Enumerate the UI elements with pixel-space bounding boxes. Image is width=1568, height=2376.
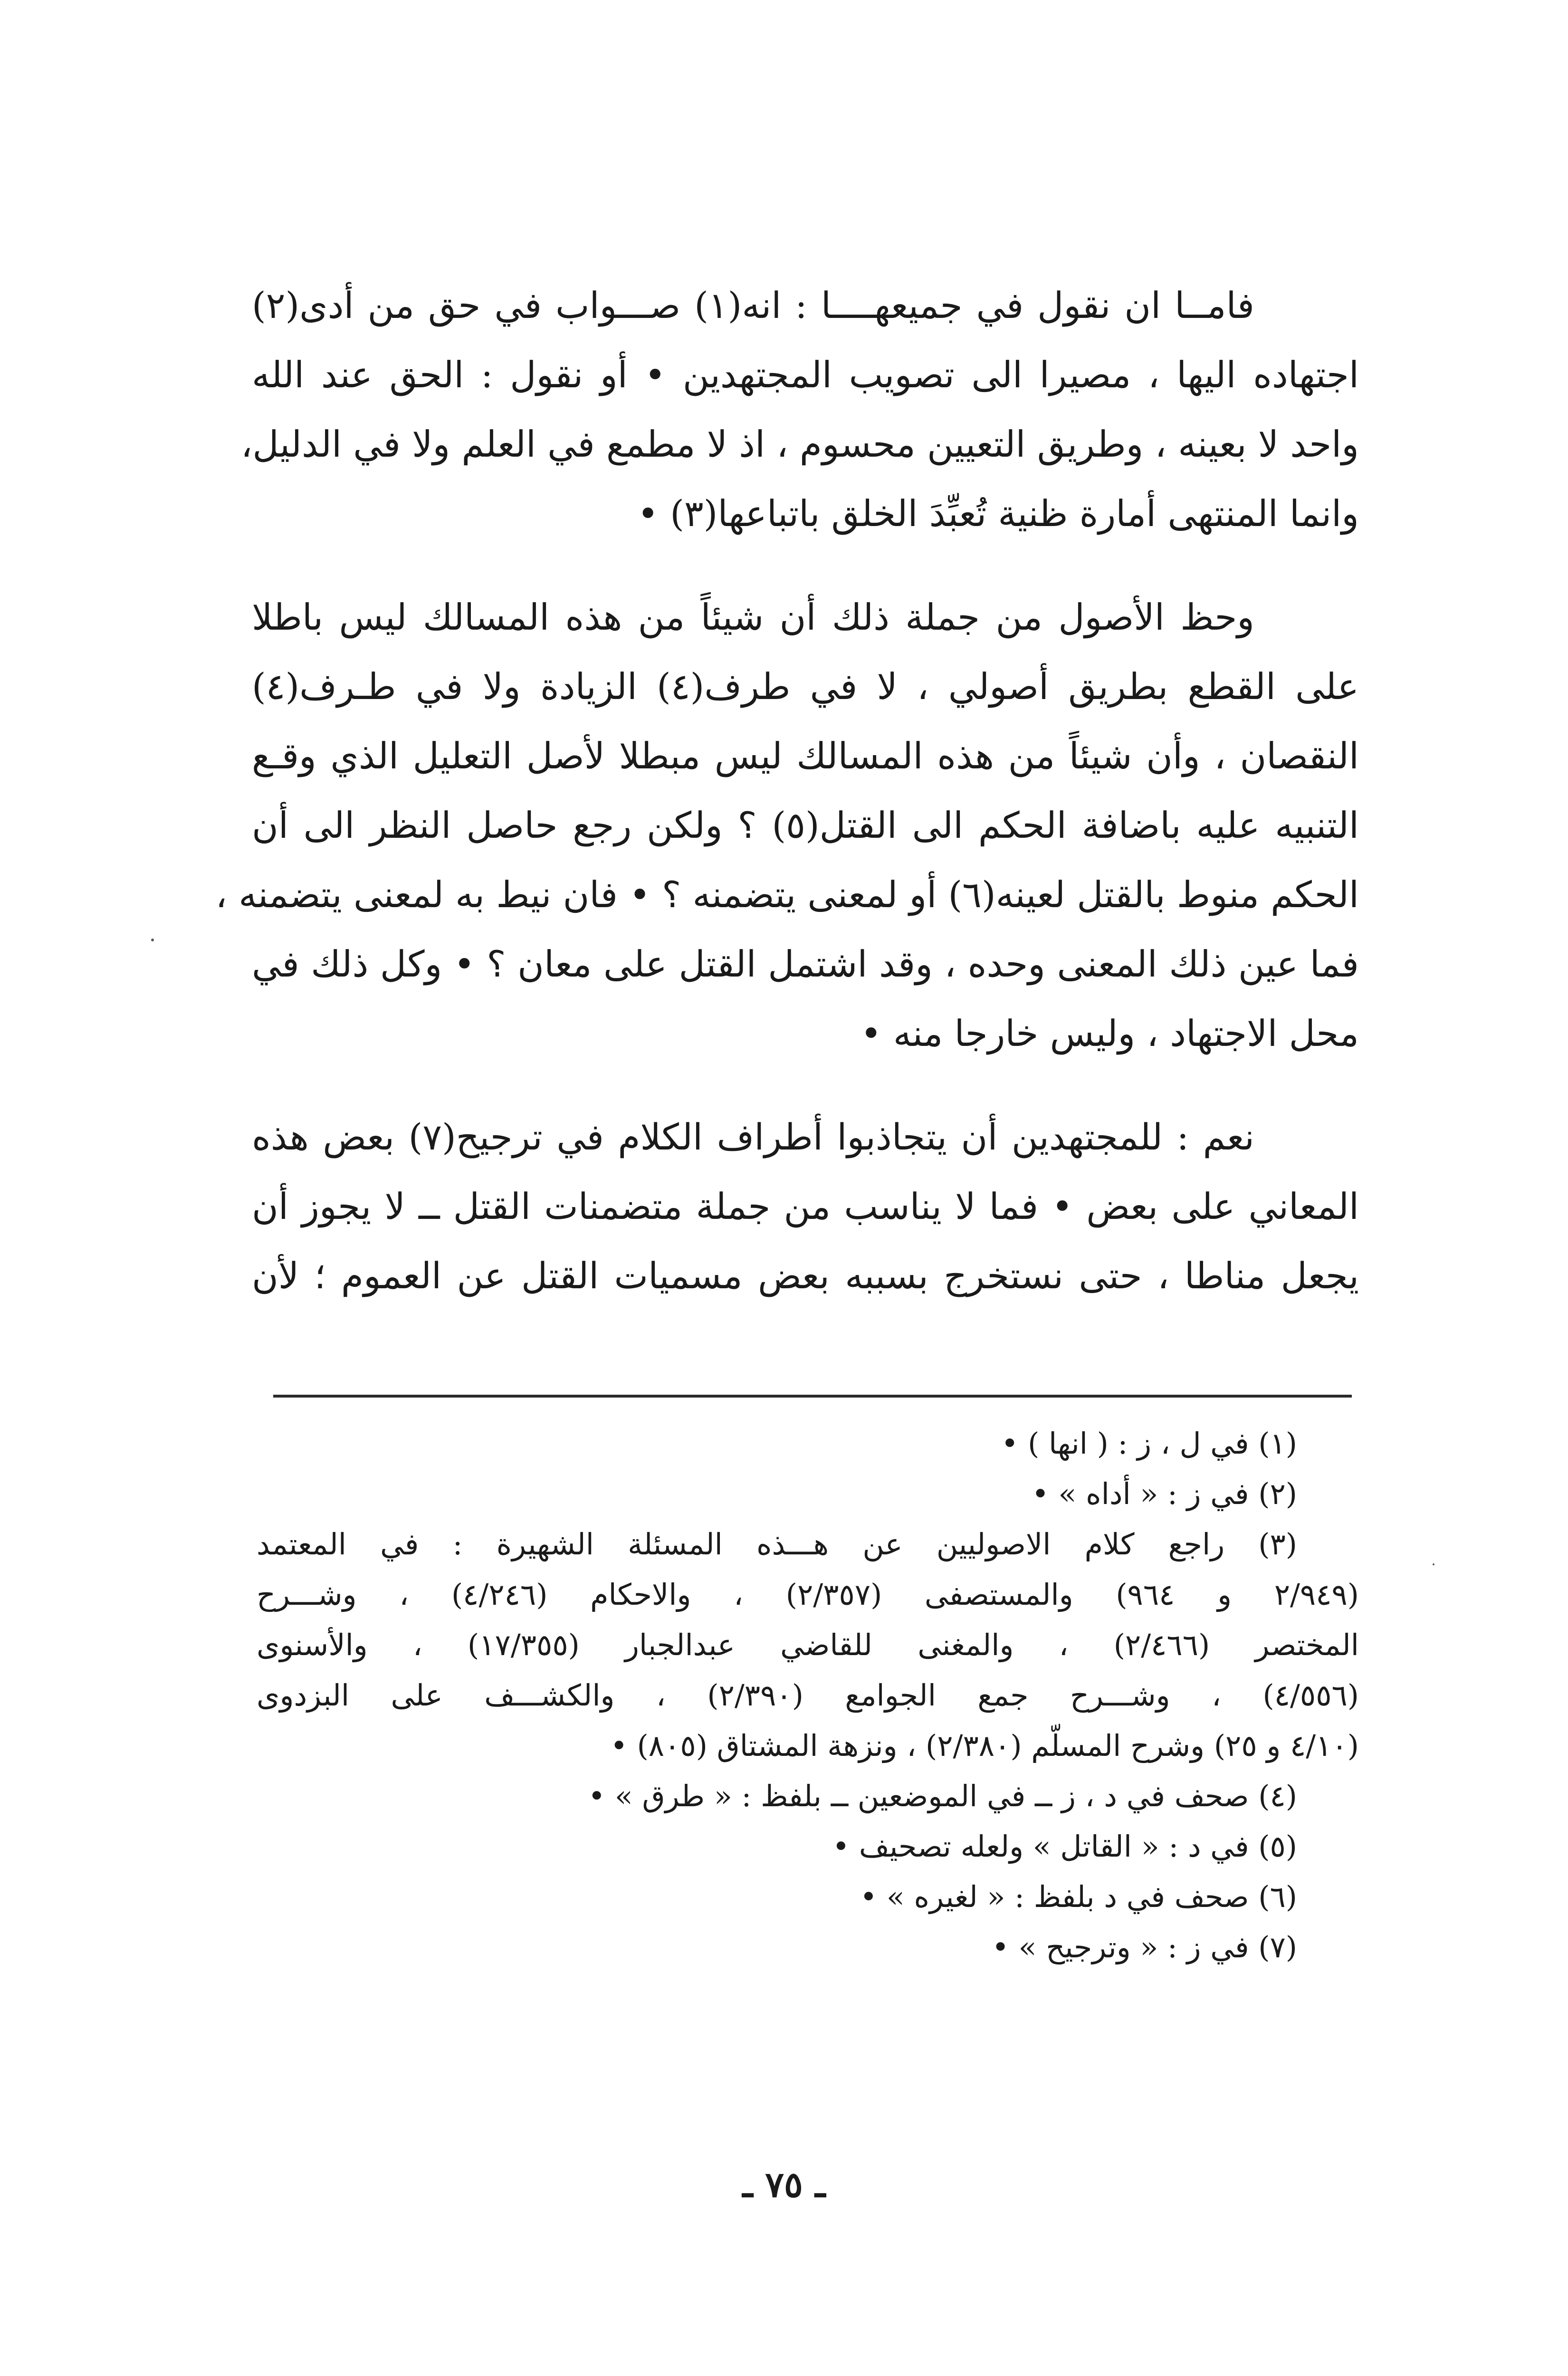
paragraph-2: [215, 583, 1359, 1068]
text-line: فامــا ان نقول في جميعهــــا : انه(١) صـــواب في حق من أدى(٢): [252, 284, 1254, 326]
footnote-6: (٦) صحف في د بلفظ : « لغيره » •: [860, 1879, 1297, 1914]
footnote-7: (٧) في ز : « وترجيح » •: [992, 1930, 1297, 1964]
footnote-5: (٥) في د : « القاتل » ولعله تصحيف •: [832, 1829, 1297, 1864]
text-line: اجتهاده اليها ، مصيرا الى تصويب المجتهدين • أو نقول : الحق عند الله: [252, 354, 1359, 396]
text-line: وانما المنتهى أمارة ظنية تُعبِّدَ الخلق باتباعها(٣) •: [637, 492, 1359, 535]
text-line: المعاني على بعض • فما لا يناسب من جملة متضمنات القتل ــ لا يجوز أن: [252, 1185, 1359, 1227]
footnote-line: (٢/٩٤٩ و ٩٦٤) والمستصفى (٢/٣٥٧) ، والاحكام (٤/٢٤٦) ، وشـــرح: [257, 1577, 1359, 1612]
footnote-1: (١) في ل ، ز : ( انها ) •: [1001, 1426, 1297, 1461]
footnote-divider: [273, 1395, 1352, 1398]
footnote-line: (٤/١٠ و ٢٥) وشرح المسلّم (٢/٣٨٠) ، ونزهة المشتاق (٨٠٥) •: [610, 1728, 1359, 1763]
text-line: واحد لا بعينه ، وطريق التعيين محسوم ، اذ لا مطمع في العلم ولا في الدليل،: [240, 423, 1359, 465]
text-line: نعم : للمجتهدين أن يتجاذبوا أطراف الكلام في ترجيح(٧) بعض هذه: [252, 1116, 1254, 1158]
main-text: [215, 271, 1359, 1345]
page-number: ـ ٧٥ ـ: [742, 2165, 826, 2205]
footnotes: [257, 1418, 1359, 1973]
footnote-line: (٣) راجع كلام الاصوليين عن هـــذه المسئلة الشهيرة : في المعتمد: [257, 1527, 1297, 1562]
footnote-2: (٢) في ز : « أداه » •: [1032, 1476, 1297, 1511]
text-line: وحظ الأصول من جملة ذلك أن شيئاً من هذه المسالك ليس باطلا: [252, 596, 1254, 638]
footnote-4: (٤) صحف في د ، ز ــ في الموضعين ــ بلفظ : « طرق » •: [588, 1779, 1297, 1813]
text-line: الحكم منوط بالقتل لعينه(٦) أو لمعنى يتضمنه ؟ • فان نيط به لمعنى يتضمنه ،: [215, 873, 1359, 916]
text-line: يجعل مناطا ، حتى نستخرج بسببه بعض مسميات القتل عن العموم ؛ لأن: [252, 1255, 1359, 1297]
footnote-3: [257, 1519, 1359, 1771]
footnote-line: المختصر (٢/٤٦٦) ، والمغنى للقاضي عبدالجبار (١٧/٣٥٥) ، والأسنوى: [257, 1628, 1359, 1662]
text-line: محل الاجتهاد ، وليس خارجا منه •: [860, 1012, 1359, 1054]
text-line: التنبيه عليه باضافة الحكم الى القتل(٥) ؟ ولكن رجع حاصل النظر الى أن: [252, 804, 1359, 846]
scan-speck: [1433, 1563, 1434, 1565]
scan-speck: [151, 939, 154, 941]
paragraph-1: [240, 271, 1359, 548]
text-line: فما عين ذلك المعنى وحده ، وقد اشتمل القتل على معان ؟ • وكل ذلك في: [252, 943, 1359, 985]
footnote-line: (٤/٥٥٦) ، وشـــرح جمع الجوامع (٢/٣٩٠) ، والكشـــف على البزدوى: [257, 1678, 1359, 1713]
text-line: على القطع بطريق أصولي ، لا في طرف(٤) الزيادة ولا في طـرف(٤): [252, 665, 1359, 708]
text-line: النقصان ، وأن شيئاً من هذه المسالك ليس مبطلا لأصل التعليل الذي وقـع: [252, 735, 1359, 777]
paragraph-3: [252, 1102, 1359, 1311]
